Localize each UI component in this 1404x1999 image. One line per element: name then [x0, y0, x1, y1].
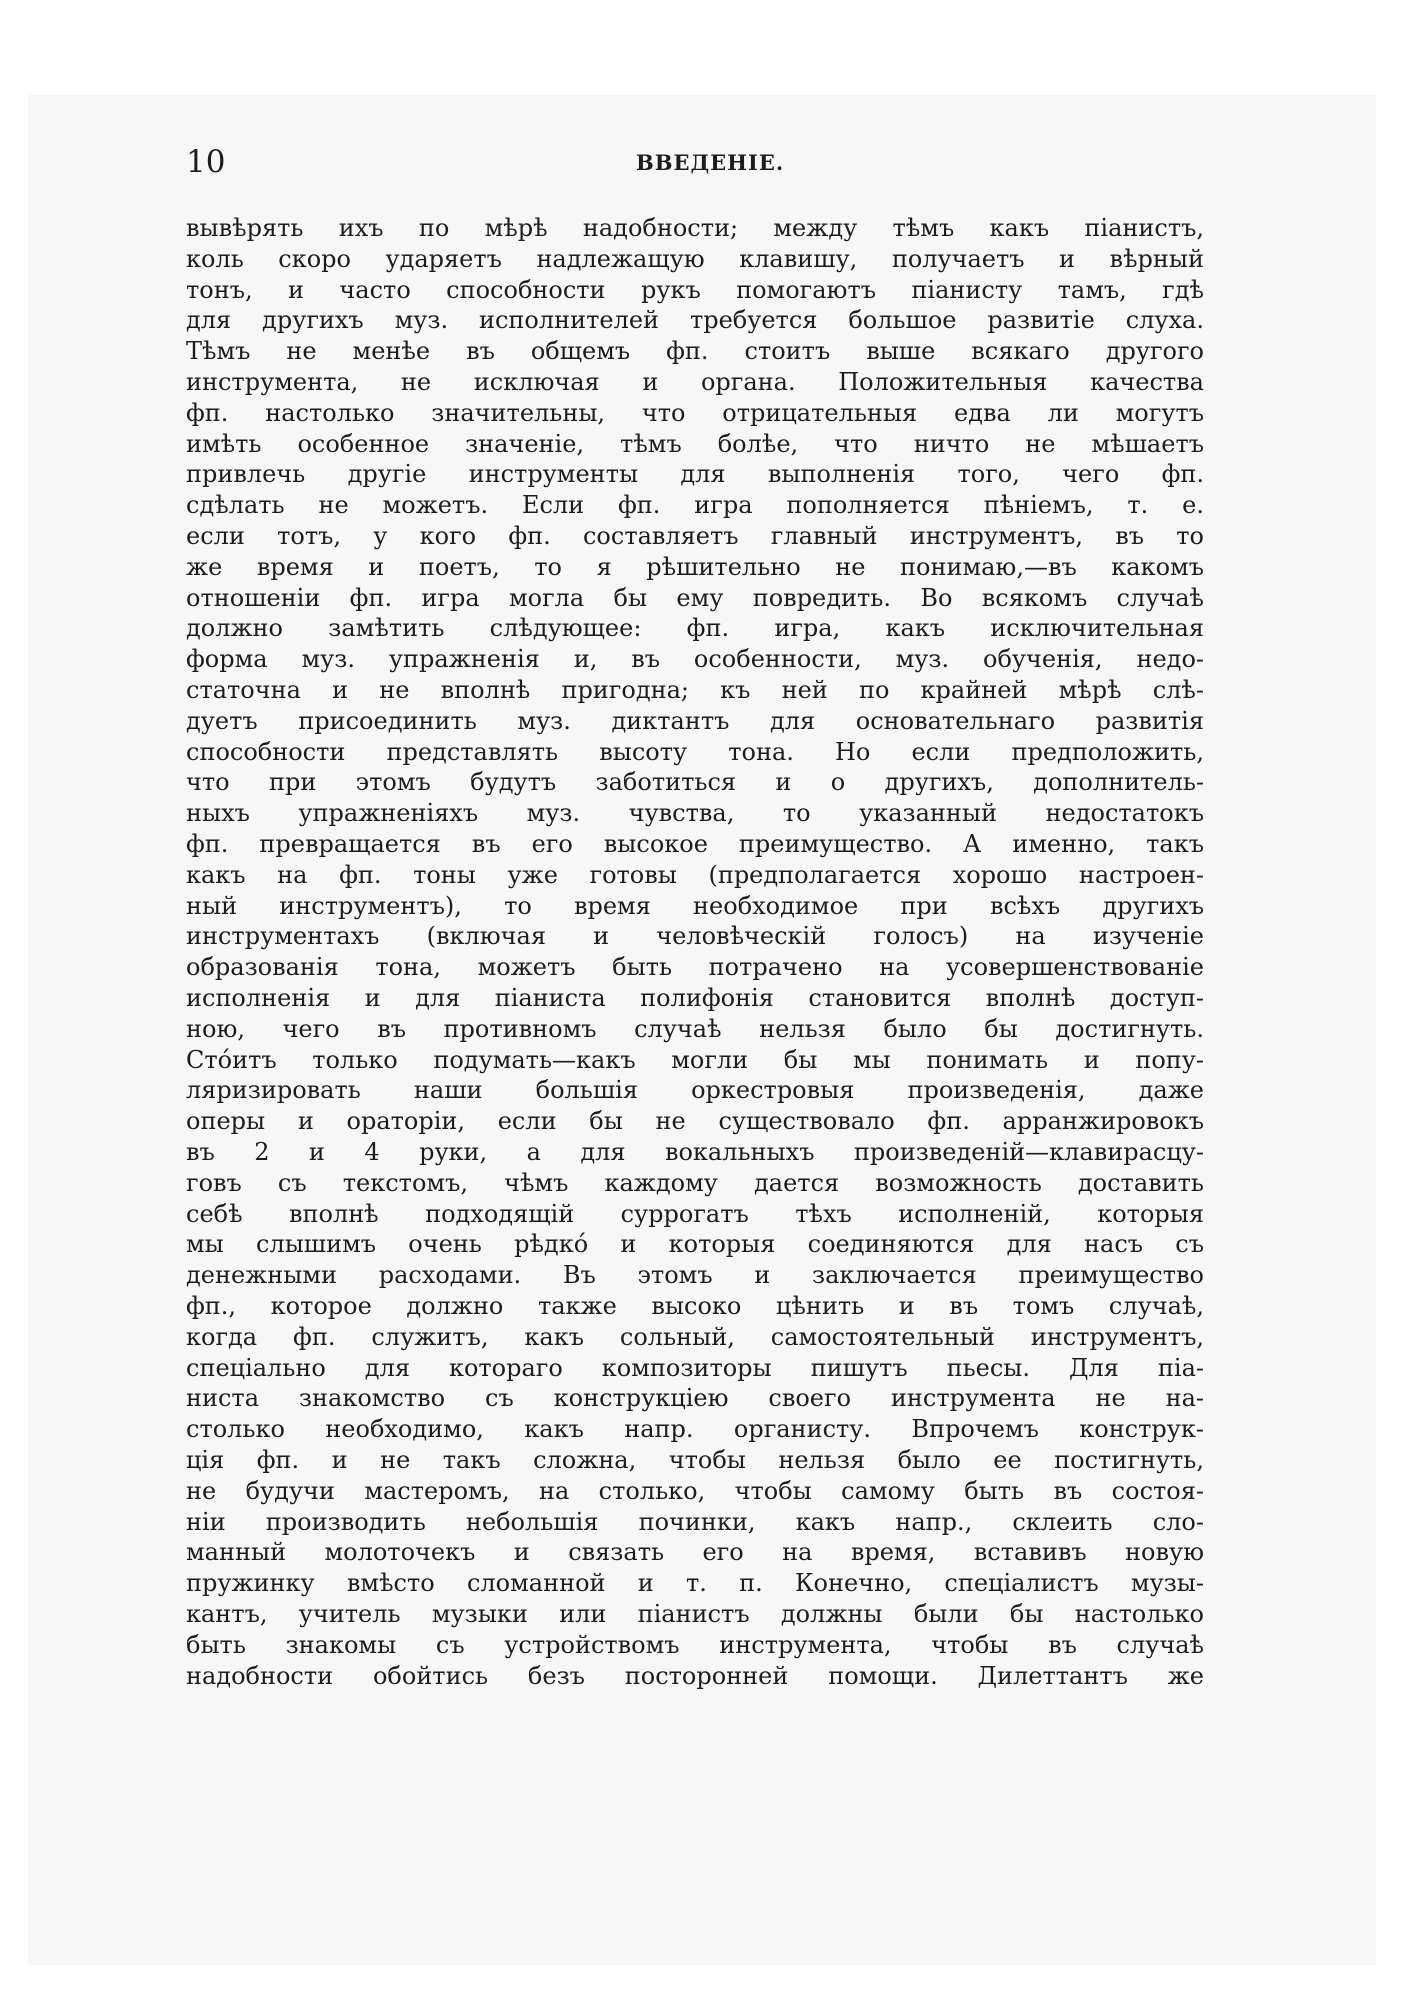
text-line: спеціально для котораго композиторы пишутъ пьесы. Для піа-: [186, 1353, 1204, 1382]
text-line: ляризировать наши большія оркестровыя произведенія, даже: [186, 1076, 1204, 1105]
text-line: способности представлять высоту тона. Но если предположить,: [186, 737, 1204, 766]
text-line: оперы и ораторіи, если бы не существовало фп. арранжировокъ: [186, 1107, 1204, 1136]
text-line: пружинку вмѣсто сломанной и т. п. Конечно, спеціалистъ музы-: [186, 1569, 1204, 1598]
text-line: мы слышимъ очень рѣдкó и которыя соединяются для насъ съ: [186, 1230, 1204, 1259]
text-line: столько необходимо, какъ напр. органисту. Впрочемъ конструк-: [186, 1415, 1204, 1444]
text-line: форма муз. упражненія и, въ особенности, муз. обученія, недо-: [186, 645, 1204, 674]
text-line: ный инструментъ), то время необходимое при всѣхъ другихъ: [186, 891, 1204, 920]
text-line: статочна и не вполнѣ пригодна; къ ней по крайней мѣрѣ слѣ-: [186, 676, 1204, 704]
text-line: надобности обойтись безъ посторонней помощи. Дилеттантъ же: [186, 1661, 1204, 1690]
text-line: инструмента, не исключая и органа. Положительныя качества: [186, 368, 1204, 396]
text-line: тонъ, и часто способности рукъ помогаютъ піанисту тамъ, гдѣ: [186, 275, 1204, 304]
text-line: вывѣрять ихъ по мѣрѣ надобности; между тѣмъ какъ піанистъ,: [186, 214, 1204, 242]
text-line: ніи производить небольшія починки, какъ напр., склеить сло-: [186, 1507, 1204, 1536]
text-line: ною, чего въ противномъ случаѣ нельзя было бы достигнуть.: [186, 1014, 1204, 1043]
text-line: въ 2 и 4 руки, а для вокальныхъ произведеній—клавирасцу-: [186, 1138, 1204, 1166]
text-line: говъ съ текстомъ, чѣмъ каждому дается возможность доставить: [186, 1168, 1204, 1197]
text-line: фп., которое должно также высоко цѣнить и въ томъ случаѣ,: [186, 1292, 1204, 1320]
text-line: для другихъ муз. исполнителей требуется большое развитіе слуха.: [186, 306, 1204, 335]
text-line: же время и поетъ, то я рѣшительно не понимаю,—въ какомъ: [186, 552, 1204, 581]
text-line: исполненія и для піаниста полифонія становится вполнѣ доступ-: [186, 984, 1204, 1012]
text-line: образованія тона, можетъ быть потрачено на усовершенствованіе: [186, 953, 1204, 982]
text-line: денежными расходами. Въ этомъ и заключается преимущество: [186, 1261, 1204, 1290]
text-line: дуетъ присоединить муз. диктантъ для основательнаго развитія: [186, 706, 1204, 735]
text-line: имѣть особенное значеніе, тѣмъ болѣе, что ничто не мѣшаетъ: [186, 429, 1204, 458]
text-line: ниста знакомство съ конструкціею своего инструмента не на-: [186, 1384, 1204, 1413]
text-line: ція фп. и не такъ сложна, чтобы нельзя было ее постигнуть,: [186, 1446, 1204, 1474]
text-line: кантъ, учитель музыки или піанистъ должны были бы настолько: [186, 1600, 1204, 1628]
text-line: что при этомъ будутъ заботиться и о другихъ, дополнитель-: [186, 768, 1204, 797]
text-line: быть знакомы съ устройствомъ инструмента, чтобы въ случаѣ: [186, 1630, 1204, 1659]
text-line: ныхъ упражненіяхъ муз. чувства, то указанный недостатокъ: [186, 799, 1204, 828]
text-line: какъ на фп. тоны уже готовы (предполагается хорошо настроен-: [186, 860, 1204, 889]
text-line: себѣ вполнѣ подходящій суррогатъ тѣхъ исполненій, которыя: [186, 1199, 1204, 1228]
text-line: инструментахъ (включая и человѣческій голосъ) на изученіе: [186, 922, 1204, 951]
text-line: фп. превращается въ его высокое преимущество. А именно, такъ: [186, 830, 1204, 858]
text-line: Тѣмъ не менѣе въ общемъ фп. стоитъ выше всякаго другого: [186, 337, 1204, 366]
running-header: ВВЕДЕНІЕ.: [636, 150, 785, 175]
text-line: сдѣлать не можетъ. Если фп. игра пополняется пѣніемъ, т. е.: [186, 491, 1204, 520]
text-line: когда фп. служитъ, какъ сольный, самостоятельный инструментъ,: [186, 1322, 1204, 1351]
text-line: манный молоточекъ и связать его на время, вставивъ новую: [186, 1538, 1204, 1567]
text-line: отношеніи фп. игра могла бы ему повредить. Во всякомъ случаѣ: [186, 583, 1204, 612]
text-line: Стóитъ только подумать—какъ могли бы мы понимать и попу-: [186, 1045, 1204, 1074]
text-line: коль скоро ударяетъ надлежащую клавишу, получаетъ и вѣрный: [186, 244, 1204, 273]
text-line: должно замѣтить слѣдующее: фп. игра, какъ исключительная: [186, 614, 1204, 643]
text-line: привлечь другіе инструменты для выполненія того, чего фп.: [186, 460, 1204, 489]
text-line: если тотъ, у кого фп. составляетъ главный инструментъ, въ то: [186, 522, 1204, 550]
text-line: фп. настолько значительны, что отрицательныя едва ли могутъ: [186, 398, 1204, 427]
text-line: не будучи мастеромъ, на столько, чтобы самому быть въ состоя-: [186, 1476, 1204, 1505]
page-number: 10: [186, 144, 226, 180]
